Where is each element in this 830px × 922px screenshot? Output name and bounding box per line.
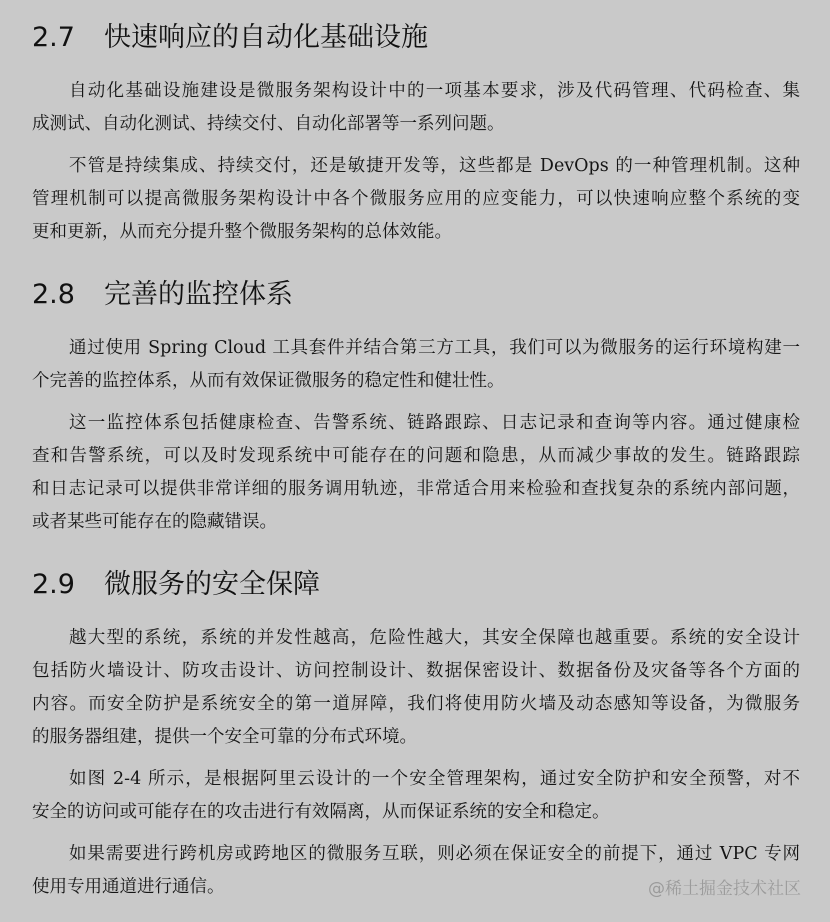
paragraph	[32, 75, 800, 141]
paragraph-line: 越大型的系统，系统的并发性越高，危险性越大，其安全保障也越重要。系统的安全设计	[69, 628, 800, 648]
section-number: 2.8	[32, 279, 75, 310]
paragraph	[32, 332, 800, 398]
document-page	[32, 18, 800, 904]
paragraph-line: 的服务器组建，提供一个安全可靠的分布式环境。	[32, 727, 417, 747]
paragraph-line: 更和更新，从而充分提升整个微服务架构的总体效能。	[32, 222, 452, 242]
section-number: 2.9	[32, 569, 75, 600]
paragraph	[32, 150, 800, 249]
section-title: 微服务的安全保障	[104, 569, 320, 600]
paragraph-line: 不管是持续集成、持续交付，还是敏捷开发等，这些都是 DevOps 的一种管理机制。这种	[69, 156, 800, 176]
paragraph-line: 安全的访问或可能存在的攻击进行有效隔离，从而保证系统的安全和稳定。	[32, 802, 610, 822]
section-heading	[32, 275, 800, 315]
paragraph-line: 管理机制可以提高微服务架构设计中各个微服务应用的应变能力，可以快速响应整个系统的变	[32, 189, 800, 209]
watermark: @稀土掘金技术社区	[648, 879, 801, 899]
section-heading	[32, 565, 800, 605]
paragraph-line: 通过使用 Spring Cloud 工具套件并结合第三方工具，我们可以为微服务的运行环境构建一	[69, 338, 800, 358]
paragraph-line: 使用专用通道进行通信。	[32, 877, 225, 897]
paragraph	[32, 622, 800, 754]
paragraph	[32, 407, 800, 539]
paragraph	[32, 763, 800, 829]
section-title: 完善的监控体系	[104, 279, 293, 310]
paragraph-line: 如果需要进行跨机房或跨地区的微服务互联，则必须在保证安全的前提下，通过 VPC 专网	[69, 844, 800, 864]
section-heading	[32, 18, 800, 58]
section-number: 2.7	[32, 22, 75, 53]
section-title: 快速响应的自动化基础设施	[104, 22, 428, 53]
paragraph-line: 内容。而安全防护是系统安全的第一道屏障，我们将使用防火墙及动态感知等设备，为微服务	[32, 694, 800, 714]
paragraph-line: 如图 2-4 所示，是根据阿里云设计的一个安全管理架构，通过安全防护和安全预警，对不	[69, 769, 800, 789]
paragraph-line: 这一监控体系包括健康检查、告警系统、链路跟踪、日志记录和查询等内容。通过健康检	[69, 413, 800, 433]
paragraph-line: 包括防火墙设计、防攻击设计、访问控制设计、数据保密设计、数据备份及灾备等各个方面的	[32, 661, 800, 681]
paragraph-line: 查和告警系统，可以及时发现系统中可能存在的问题和隐患，从而减少事故的发生。链路跟踪	[32, 446, 800, 466]
paragraph-line: 或者某些可能存在的隐藏错误。	[32, 512, 277, 532]
paragraph-line: 和日志记录可以提供非常详细的服务调用轨迹，非常适合用来检验和查找复杂的系统内部问题，	[32, 479, 800, 499]
paragraph-line: 自动化基础设施建设是微服务架构设计中的一项基本要求，涉及代码管理、代码检查、集	[69, 81, 800, 101]
paragraph-line: 成测试、自动化测试、持续交付、自动化部署等一系列问题。	[32, 114, 505, 134]
paragraph-line: 个完善的监控体系，从而有效保证微服务的稳定性和健壮性。	[32, 371, 505, 391]
